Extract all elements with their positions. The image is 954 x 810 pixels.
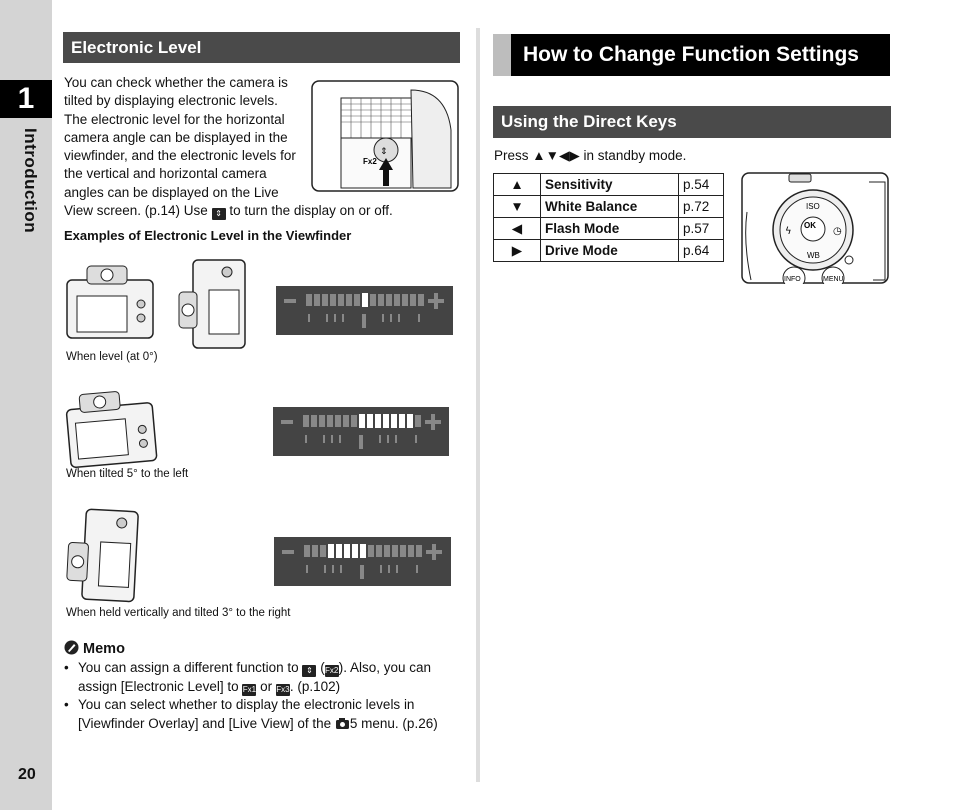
function-name: Flash Mode bbox=[541, 218, 679, 240]
function-name: White Balance bbox=[541, 196, 679, 218]
examples-heading: Examples of Electronic Level in the Viewfinder bbox=[64, 228, 352, 243]
flash-icon: ϟ bbox=[785, 226, 792, 237]
chapter-label: Introduction bbox=[21, 128, 40, 234]
chapter-side-tab bbox=[0, 0, 52, 810]
page-ref: p.72 bbox=[679, 196, 724, 218]
key-left-icon: ◀ bbox=[494, 218, 541, 240]
ok-label: OK bbox=[804, 221, 816, 230]
caption-level: When level (at 0°) bbox=[66, 351, 158, 363]
press-keys-instruction: Press ▲▼◀▶ in standby mode. bbox=[494, 148, 687, 163]
info-label: INFO bbox=[784, 276, 801, 283]
column-divider bbox=[476, 28, 480, 782]
fx2-icon: Fx2 bbox=[325, 666, 339, 675]
menu-label: MENU bbox=[823, 276, 844, 283]
key-up-icon: ▲ bbox=[494, 174, 541, 196]
memo-bullet-1: • You can assign a different function to ⇕ (Fx2). Also, you can assign [Electronic Level] to Fx1 or Fx3. (p.102) bbox=[64, 660, 432, 694]
function-name: Sensitivity bbox=[541, 174, 679, 196]
table-row bbox=[494, 196, 724, 218]
memo-pencil-icon bbox=[64, 640, 79, 655]
fx3-icon: Fx3 bbox=[276, 684, 290, 694]
camera-tilted-left-illustration bbox=[64, 388, 160, 468]
camera-vertical-level-illustration bbox=[175, 258, 247, 350]
section-heading-direct-keys: Using the Direct Keys bbox=[493, 106, 891, 138]
level-bar-tilted-left bbox=[273, 407, 449, 456]
electronic-level-intro-cont: View screen. (p.14) Use ⇕ to turn the display on or off. bbox=[64, 203, 393, 218]
chapter-number: 1 bbox=[0, 80, 52, 118]
wb-label: WB bbox=[807, 251, 820, 260]
iso-label: ISO bbox=[806, 202, 820, 211]
function-name: Drive Mode bbox=[541, 240, 679, 262]
level-bar-tilted-right bbox=[274, 537, 451, 586]
camera-back-level-illustration bbox=[65, 262, 157, 340]
direct-keys-table bbox=[493, 173, 724, 262]
page-ref: p.54 bbox=[679, 174, 724, 196]
section-heading-electronic-level: Electronic Level bbox=[63, 32, 460, 63]
level-button-icon: ⇕ bbox=[212, 208, 226, 220]
caption-vertical-tilted: When held vertically and tilted 3° to the right bbox=[66, 607, 291, 619]
section-heading-how-to-change: How to Change Function Settings bbox=[493, 34, 890, 76]
key-right-icon: ▶ bbox=[494, 240, 541, 262]
camera-vertical-tilted-illustration bbox=[62, 508, 142, 604]
camera-menu-icon bbox=[335, 717, 350, 729]
memo-bullet-2: • You can select whether to display the electronic levels in [Viewfinder Overlay] and [Live View] of the 5 menu. (p.26) bbox=[64, 697, 438, 731]
fx2-button-label: Fx2 bbox=[363, 157, 377, 166]
table-row bbox=[494, 240, 724, 262]
four-way-controller-illustration bbox=[741, 172, 889, 284]
page-number: 20 bbox=[18, 766, 36, 783]
caption-tilted-left: When tilted 5° to the left bbox=[66, 468, 189, 480]
fx1-icon: Fx1 bbox=[242, 684, 257, 694]
electronic-level-intro: You can check whether the camera is tilted by displaying electronic levels. The electronic level for the horizontal camera angle can be displayed in the viewfinder, and the electronic levels for the vertical and horizontal camera angles can be displayed on the Live bbox=[64, 75, 296, 200]
level-button-icon: ⇕ bbox=[302, 665, 316, 677]
key-down-icon: ▼ bbox=[494, 196, 541, 218]
table-row bbox=[494, 218, 724, 240]
table-row bbox=[494, 174, 724, 196]
drive-mode-icon: ◷ bbox=[833, 226, 842, 237]
svg-text:⇕: ⇕ bbox=[380, 147, 388, 157]
page-ref: p.57 bbox=[679, 218, 724, 240]
direction-keys-icon: ▲▼◀▶ bbox=[532, 148, 580, 163]
page-ref: p.64 bbox=[679, 240, 724, 262]
memo-heading: Memo bbox=[64, 640, 125, 657]
level-bar-0deg bbox=[276, 286, 453, 335]
viewfinder-button-illustration bbox=[311, 80, 459, 192]
